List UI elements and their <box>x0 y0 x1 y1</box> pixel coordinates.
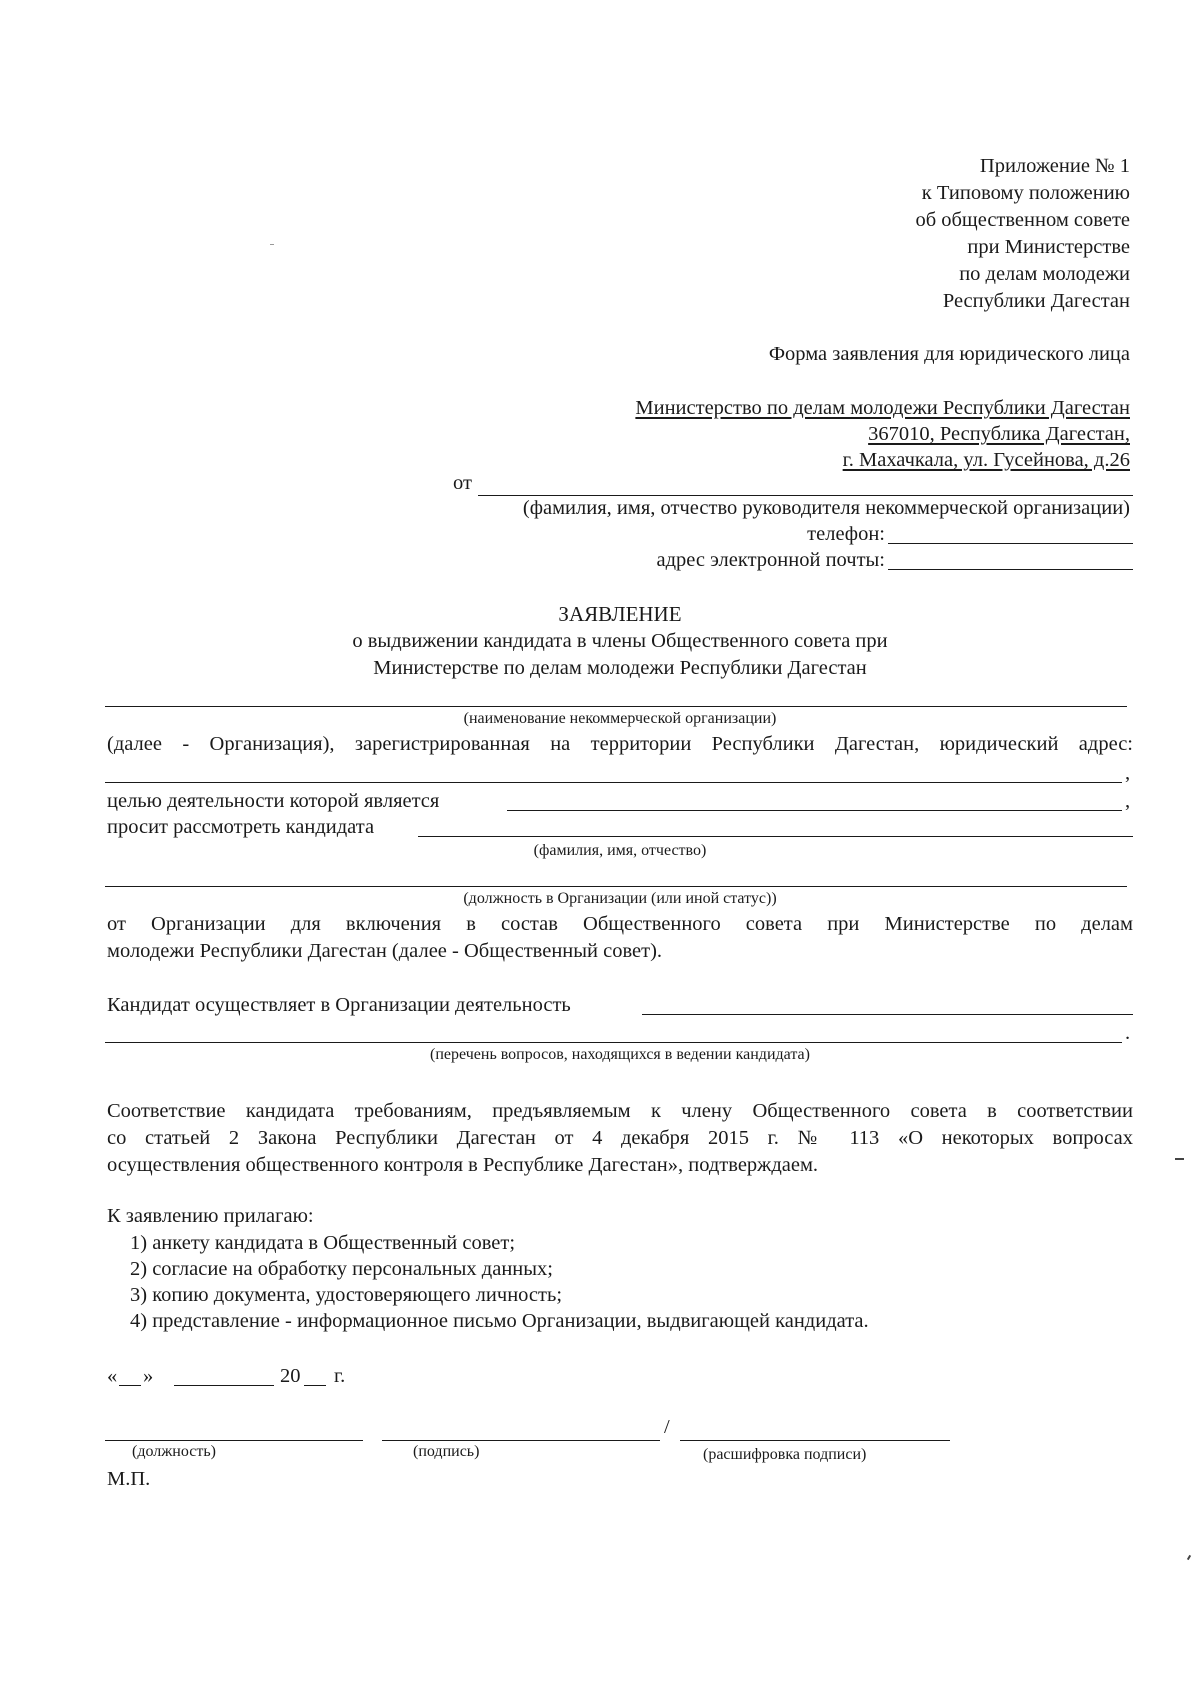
addressee-name: Министерство по делам молодежи Республики Дагестан <box>635 397 1130 419</box>
signature-caption: (подпись) <box>413 1443 480 1460</box>
phone-label: телефон: <box>807 523 885 545</box>
appendix-line: об общественном совете <box>915 209 1130 231</box>
date-open-quote: « <box>107 1365 118 1387</box>
from-label: от <box>453 472 472 494</box>
form-title: Форма заявления для юридического лица <box>768 343 1130 365</box>
request-label: просит рассмотреть кандидата <box>107 816 375 838</box>
compliance-line3: осуществления общественного контроля в Республике Дагестан», подтверждаем. <box>107 1154 819 1176</box>
email-field-line[interactable] <box>888 569 1133 570</box>
appendix-line: по делам молодежи <box>959 263 1130 285</box>
signature-transcript-caption: (расшифровка подписи) <box>703 1446 867 1463</box>
position-caption: (должность в Организации (или иной статус)) <box>463 890 777 907</box>
from-caption: (фамилия, имя, отчество руководителя некоммерческой организации) <box>522 497 1130 519</box>
signature-slash: / <box>664 1416 670 1438</box>
inclusion-line1: от Организации для включения в состав Общественного совета при Министерстве по делам <box>107 913 1133 935</box>
date-month-line[interactable] <box>174 1385 274 1386</box>
candidate-name-caption: (фамилия, имя, отчество) <box>533 842 707 859</box>
signature-position-line[interactable] <box>105 1440 363 1441</box>
addressee-address-line2: г. Махачкала, ул. Гусейнова, д.26 <box>842 449 1130 471</box>
document-subtitle-line2: Министерстве по делам молодежи Республики Дагестан <box>373 657 867 679</box>
attachment-item: 1) анкету кандидата в Общественный совет; <box>130 1232 516 1254</box>
date-year-suffix: г. <box>334 1365 346 1387</box>
email-label: адрес электронной почты: <box>656 549 885 571</box>
appendix-line: Республики Дагестан <box>942 290 1130 312</box>
signature-position-caption: (должность) <box>132 1443 216 1460</box>
attachments-intro: К заявлению прилагаю: <box>107 1205 314 1227</box>
org-name-field-line[interactable] <box>105 706 1127 707</box>
activity-period: . <box>1125 1022 1131 1044</box>
appendix-line: к Типовому положению <box>921 182 1130 204</box>
activity-label: Кандидат осуществляет в Организации деятельность <box>107 994 571 1016</box>
attachment-item: 2) согласие на обработку персональных данных; <box>130 1258 553 1280</box>
addressee-address-line1: 367010, Республика Дагестан, <box>868 423 1130 445</box>
date-year-prefix: 20 <box>280 1365 301 1387</box>
date-day-line[interactable] <box>119 1385 141 1386</box>
attachment-item: 4) представление - информационное письмо Организации, выдвигающей кандидата. <box>130 1310 869 1332</box>
appendix-line: Приложение № 1 <box>979 155 1130 177</box>
legal-address-field-line[interactable] <box>105 782 1122 783</box>
compliance-line1: Соответствие кандидата требованиям, предъявляемым к члену Общественного совета в соответствии <box>107 1100 1133 1122</box>
appendix-line: при Министерстве <box>967 236 1130 258</box>
phone-field-line[interactable] <box>888 543 1133 544</box>
legal-address-comma: , <box>1125 762 1131 784</box>
scan-speck <box>1175 1158 1184 1160</box>
date-year-line[interactable] <box>304 1385 326 1386</box>
stamp-label: М.П. <box>107 1468 151 1490</box>
signature-line[interactable] <box>382 1440 660 1441</box>
candidate-name-field-line[interactable] <box>418 836 1133 837</box>
registered-text: (далее - Организация), зарегистрированная на территории Республики Дагестан, юридический адрес: <box>107 733 1133 755</box>
position-field-line[interactable] <box>105 886 1127 887</box>
purpose-label: целью деятельности которой является <box>107 790 440 812</box>
scan-speck <box>270 244 274 245</box>
org-name-caption: (наименование некоммерческой организации) <box>463 710 777 727</box>
signature-transcript-line[interactable] <box>680 1440 950 1441</box>
compliance-line2: со статьей 2 Закона Республики Дагестан от 4 декабря 2015 г. № 113 «О некоторых вопросах <box>107 1127 1133 1149</box>
purpose-comma: , <box>1125 790 1131 812</box>
activity-field-line-2[interactable] <box>105 1042 1122 1043</box>
activity-caption: (перечень вопросов, находящихся в ведении кандидата) <box>430 1046 810 1063</box>
purpose-field-line[interactable] <box>507 810 1122 811</box>
activity-field-line[interactable] <box>642 1014 1133 1015</box>
inclusion-line2: молодежи Республики Дагестан (далее - Общественный совет). <box>107 940 663 962</box>
attachment-item: 3) копию документа, удостоверяющего личность; <box>130 1284 563 1306</box>
date-close-quote: » <box>143 1365 154 1387</box>
scan-speck <box>1187 1555 1191 1560</box>
from-field-line[interactable] <box>478 495 1133 496</box>
document-subtitle-line1: о выдвижении кандидата в члены Общественного совета при <box>352 630 888 652</box>
document-title: ЗАЯВЛЕНИЕ <box>558 602 682 626</box>
